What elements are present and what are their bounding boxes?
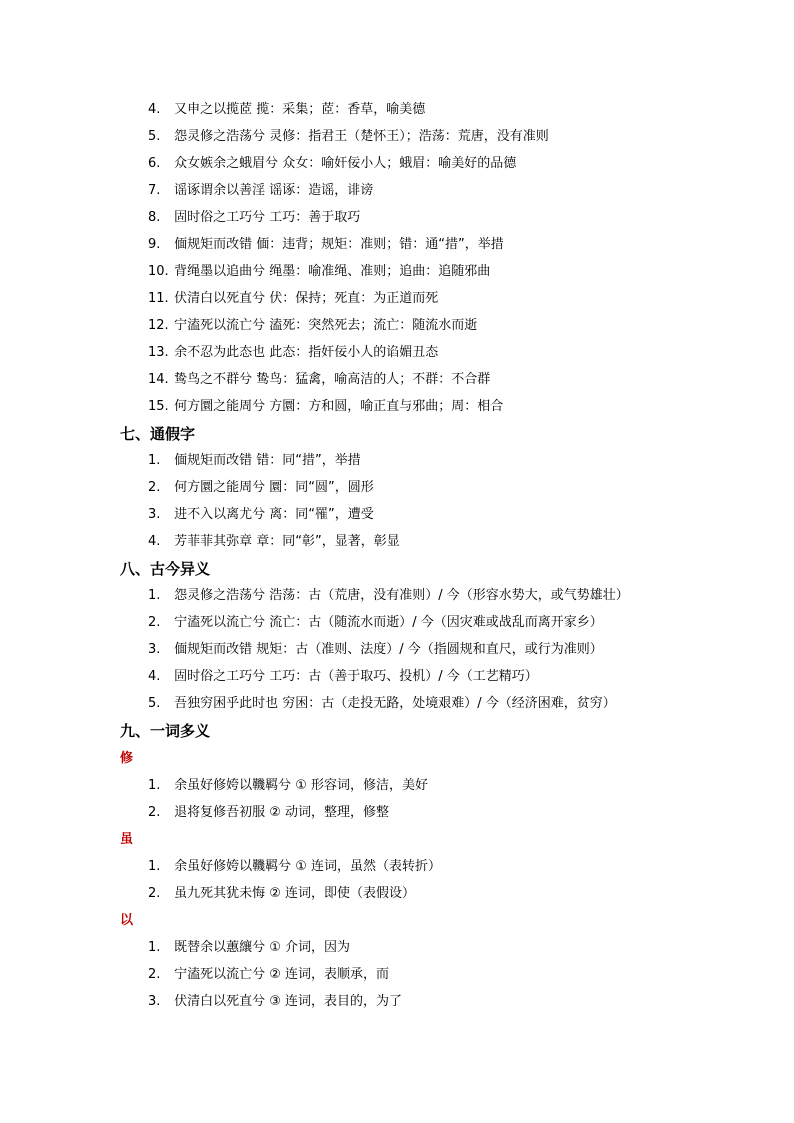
- item-text: 背绳墨以追曲兮 绳墨：喻准绳、准则；追曲：追随邪曲: [174, 264, 491, 279]
- list-item: [148, 668, 538, 686]
- item-text: 吾独穷困乎此时也 穷困：古（走投无路，处境艰难）/ 今（经济困难，贫穷）: [174, 696, 616, 711]
- list-item: [148, 209, 360, 227]
- list-item: [148, 182, 373, 200]
- list-item: [148, 506, 374, 524]
- list-item: [148, 290, 438, 308]
- item-number: 10.: [148, 264, 169, 279]
- item-number: 1.: [148, 588, 161, 603]
- list-item: [148, 263, 490, 281]
- item-number: 3.: [148, 642, 161, 657]
- item-text: 伏清白以死直兮 ③ 连词，表目的，为了: [174, 994, 403, 1009]
- item-number: 11.: [148, 291, 169, 306]
- list-item: [148, 614, 603, 632]
- item-number: 3.: [148, 507, 161, 522]
- item-text: 退将复修吾初服 ② 动词，整理，修整: [174, 805, 390, 820]
- list-item: [148, 993, 402, 1011]
- list-item: [148, 155, 516, 173]
- list-item: [148, 533, 400, 551]
- item-text: 余不忍为此态也 此态：指奸佞小人的谄媚丑态: [174, 345, 439, 360]
- item-text: 偭规矩而改错 错：同“措”，举措: [174, 453, 361, 468]
- item-text: 偭规矩而改错 偭：违背；规矩：准则；错：通“措”，举措: [174, 237, 504, 252]
- list-item: [148, 371, 490, 389]
- list-item: [148, 128, 549, 146]
- item-number: 14.: [148, 372, 169, 387]
- list-item: [148, 236, 504, 254]
- item-text: 芳菲菲其弥章 章：同“彰”，显著，彰显: [174, 534, 400, 549]
- item-text: 宁溘死以流亡兮 流亡：古（随流水而逝）/ 今（因灾难或战乱而离开家乡）: [174, 615, 603, 630]
- item-number: 2.: [148, 615, 161, 630]
- list-item: [148, 452, 361, 470]
- item-text: 宁溘死以流亡兮 ② 连词，表顺承，而: [174, 967, 390, 982]
- list-item: [148, 777, 428, 795]
- list-item: [148, 966, 389, 984]
- item-text: 余虽好修姱以鞿羁兮 ① 连词，虽然（表转折）: [174, 859, 442, 874]
- polysemy-word: 修: [120, 751, 134, 766]
- item-number: 7.: [148, 183, 161, 198]
- item-number: 1.: [148, 778, 161, 793]
- list-item: [148, 101, 425, 119]
- item-text: 怨灵修之浩荡兮 浩荡：古（荒唐，没有准则）/ 今（形容水势大，或气势雄壮）: [174, 588, 629, 603]
- item-text: 固时俗之工巧兮 工巧：古（善于取巧、投机）/ 今（工艺精巧）: [174, 669, 538, 684]
- polysemy-word: 虽: [120, 832, 134, 847]
- item-number: 9.: [148, 237, 161, 252]
- section-heading: 八、古今异义: [120, 560, 211, 578]
- item-number: 4.: [148, 534, 161, 549]
- item-number: 2.: [148, 805, 161, 820]
- item-number: 8.: [148, 210, 161, 225]
- item-text: 谣诼谓余以善淫 谣诼：造谣，诽谤: [174, 183, 374, 198]
- item-text: 固时俗之工巧兮 工巧：善于取巧: [174, 210, 361, 225]
- item-text: 又申之以揽茝 揽：采集；茝：香草，喻美德: [174, 102, 426, 117]
- item-text: 宁溘死以流亡兮 溘死：突然死去；流亡：随流水而逝: [174, 318, 478, 333]
- item-number: 4.: [148, 102, 161, 117]
- item-text: 偭规矩而改错 规矩：古（准则、法度）/ 今（指圆规和直尺，或行为准则）: [174, 642, 603, 657]
- list-item: [148, 587, 629, 605]
- polysemy-word: 以: [120, 913, 134, 928]
- list-item: [148, 641, 603, 659]
- item-text: 余虽好修姱以鞿羁兮 ① 形容词，修洁，美好: [174, 778, 429, 793]
- item-number: 15.: [148, 399, 169, 414]
- list-item: [148, 344, 438, 362]
- item-number: 2.: [148, 967, 161, 982]
- list-item: [148, 479, 374, 497]
- item-text: 虽九死其犹未悔 ② 连词，即使（表假设）: [174, 886, 416, 901]
- list-item: [148, 939, 350, 957]
- item-number: 13.: [148, 345, 169, 360]
- list-item: [148, 885, 415, 903]
- item-number: 1.: [148, 453, 161, 468]
- section-heading: 七、通假字: [120, 425, 196, 443]
- list-item: [148, 858, 441, 876]
- item-text: 怨灵修之浩荡兮 灵修：指君王（楚怀王）；浩荡：荒唐，没有准则: [174, 129, 549, 144]
- item-text: 鸷鸟之不群兮 鸷鸟：猛禽，喻高洁的人；不群：不合群: [174, 372, 491, 387]
- item-number: 5.: [148, 129, 161, 144]
- item-text: 既替余以蕙纕兮 ① 介词，因为: [174, 940, 351, 955]
- item-number: 4.: [148, 669, 161, 684]
- item-number: 1.: [148, 940, 161, 955]
- list-item: [148, 804, 389, 822]
- item-number: 2.: [148, 480, 161, 495]
- item-text: 众女嫉余之蛾眉兮 众女：喻奸佞小人；蛾眉：喻美好的品德: [174, 156, 517, 171]
- item-text: 伏清白以死直兮 伏：保持；死直：为正道而死: [174, 291, 439, 306]
- item-number: 5.: [148, 696, 161, 711]
- item-number: 6.: [148, 156, 161, 171]
- item-text: 何方圜之能周兮 圜：同“圆”，圆形: [174, 480, 374, 495]
- item-text: 进不入以离尤兮 离：同“罹”，遭受: [174, 507, 374, 522]
- item-number: 2.: [148, 886, 161, 901]
- item-text: 何方圜之能周兮 方圜：方和圆，喻正直与邪曲；周：相合: [174, 399, 504, 414]
- section-heading: 九、一词多义: [120, 722, 211, 740]
- list-item: [148, 317, 477, 335]
- item-number: 12.: [148, 318, 169, 333]
- list-item: [148, 695, 616, 713]
- item-number: 3.: [148, 994, 161, 1009]
- item-number: 1.: [148, 859, 161, 874]
- list-item: [148, 398, 503, 416]
